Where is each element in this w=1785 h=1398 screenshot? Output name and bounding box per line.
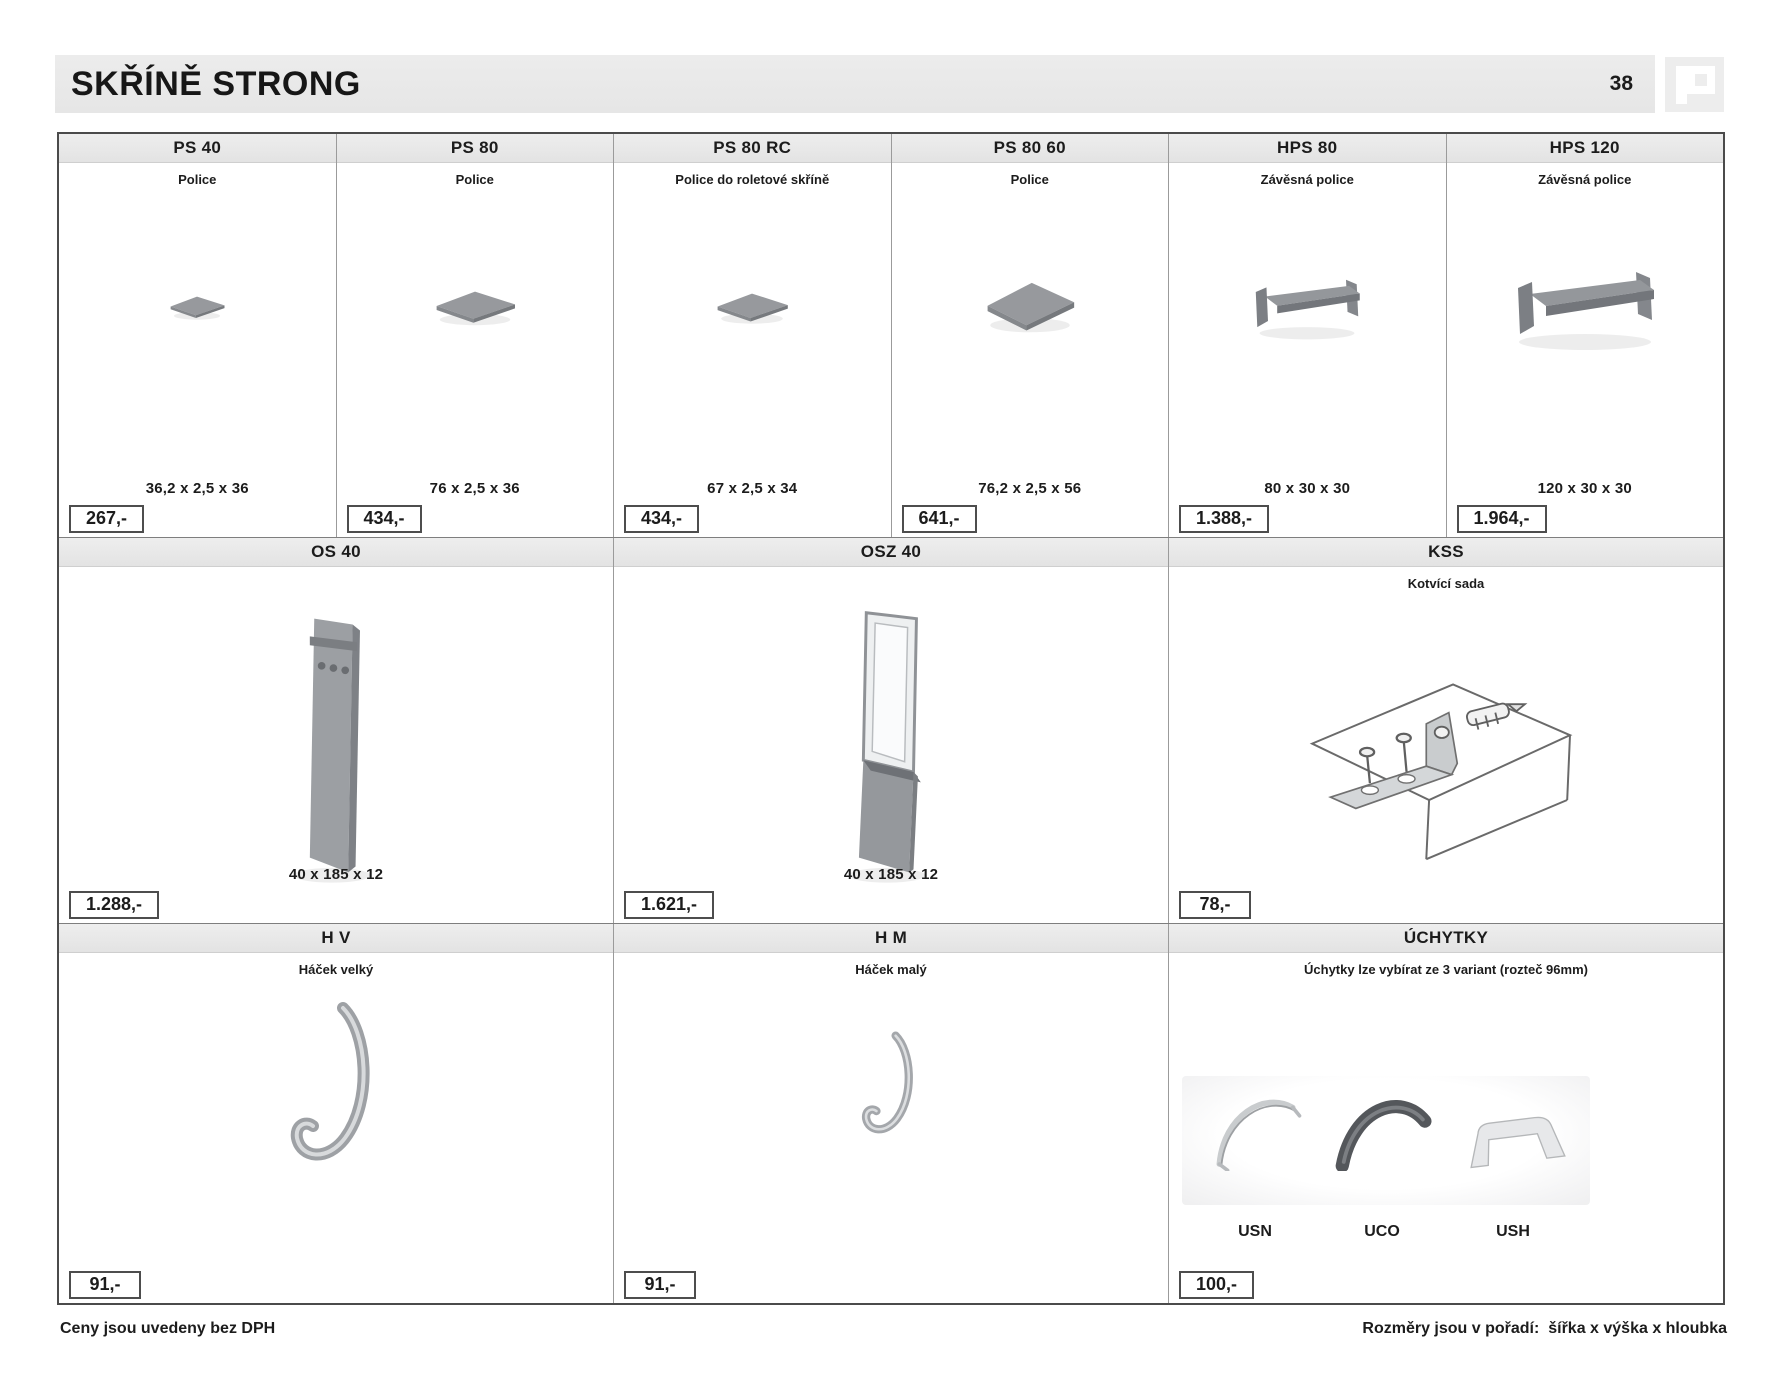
- handle-variant-ush: [1454, 1086, 1572, 1171]
- table-row-1: [59, 134, 1723, 537]
- product-subtitle: Závěsná police: [1538, 172, 1632, 187]
- price-box: [1179, 1271, 1254, 1299]
- product-code: HPS 120: [1447, 134, 1724, 163]
- footer-note-dimensions: Rozměry jsou v pořadí: šířka x výška x hloubka: [1362, 1320, 1727, 1337]
- product-cell-hps-120: [1446, 134, 1724, 537]
- product-dimensions: 40 x 185 x 12: [843, 866, 939, 883]
- product-cell-uchytky: [1168, 924, 1723, 1303]
- product-subtitle: Háček malý: [855, 962, 927, 977]
- price-value: 641,-: [918, 508, 960, 528]
- product-code: PS 40: [59, 134, 336, 163]
- price-value: 434,-: [363, 508, 405, 528]
- product-code: OSZ 40: [614, 538, 1168, 567]
- product-cell-ps-80-rc: [613, 134, 891, 537]
- product-code: HPS 80: [1169, 134, 1446, 163]
- deep-shelf-icon: [977, 274, 1083, 341]
- product-table: [57, 132, 1725, 1305]
- product-subtitle: Kotvící sada: [1407, 576, 1485, 591]
- product-photo: [1169, 592, 1723, 923]
- flat-shelf-icon: [164, 290, 230, 325]
- product-code: H V: [59, 924, 613, 953]
- price-value: 1.288,-: [86, 894, 143, 914]
- price-value: 267,-: [86, 508, 128, 528]
- price-box: [69, 891, 159, 919]
- handle-ush-icon: [1454, 1086, 1572, 1171]
- flat-shelf-icon: [427, 282, 523, 333]
- product-photo: [614, 978, 1168, 1303]
- price-box: [1457, 505, 1547, 533]
- price-box: [624, 891, 714, 919]
- anchor-set-icon: [1291, 645, 1601, 870]
- price-box: [902, 505, 977, 533]
- product-dimensions: 40 x 185 x 12: [288, 866, 384, 883]
- handle-usn-icon: [1200, 1086, 1310, 1171]
- flat-shelf-icon: [709, 285, 795, 331]
- wall-panel-mirror-icon: [825, 598, 958, 893]
- handle-variants-group: [1182, 1076, 1590, 1205]
- hook-large-icon: [281, 996, 391, 1176]
- price-value: 1.621,-: [641, 894, 698, 914]
- page-title: SKŘÍNĚ STRONG: [71, 64, 361, 103]
- brand-logo-icon: [1665, 57, 1724, 112]
- product-code: H M: [614, 924, 1168, 953]
- product-cell-ps-80: [336, 134, 614, 537]
- product-photo: [1169, 978, 1723, 1303]
- product-photo: [59, 978, 613, 1303]
- price-box: [69, 1271, 141, 1299]
- price-box: [624, 1271, 696, 1299]
- product-dimensions: 36,2 x 2,5 x 36: [145, 480, 249, 497]
- handle-variant-usn: [1200, 1086, 1310, 1171]
- product-subtitle: Úchytky lze vybírat ze 3 variant (rozteč 96mm): [1304, 962, 1588, 977]
- product-cell-h-m: [613, 924, 1168, 1303]
- page-number: 38: [1609, 72, 1633, 95]
- handle-label-usn: USN: [1238, 1223, 1272, 1240]
- price-value: 1.388,-: [1196, 508, 1253, 528]
- handle-labels-row: [1109, 1207, 1663, 1241]
- handle-label-ush: USH: [1496, 1223, 1530, 1240]
- product-code: PS 80 RC: [614, 134, 891, 163]
- handle-uco-icon: [1324, 1086, 1440, 1171]
- price-box: [1179, 891, 1251, 919]
- price-value: 78,-: [1199, 894, 1231, 914]
- product-dimensions: 76 x 2,5 x 36: [429, 480, 520, 497]
- price-box: [69, 505, 144, 533]
- footer-note-prices: Ceny jsou uvedeny bez DPH: [60, 1320, 276, 1337]
- product-dimensions: 67 x 2,5 x 34: [707, 480, 798, 497]
- product-subtitle: Háček velký: [298, 962, 374, 977]
- product-code: PS 80: [337, 134, 614, 163]
- price-value: 1.964,-: [1473, 508, 1530, 528]
- product-subtitle: Police: [1010, 172, 1049, 187]
- product-subtitle: Police: [455, 172, 494, 187]
- wall-panel-icon: [270, 598, 403, 893]
- price-box: [624, 505, 699, 533]
- price-value: 91,-: [89, 1274, 121, 1294]
- product-dimensions: 80 x 30 x 30: [1264, 480, 1351, 497]
- price-value: 91,-: [644, 1274, 676, 1294]
- product-cell-os-40: [59, 538, 613, 923]
- product-subtitle: Závěsná police: [1260, 172, 1354, 187]
- price-value: 100,-: [1196, 1274, 1238, 1294]
- logo-ring-shape: [1687, 66, 1715, 94]
- price-value: 434,-: [641, 508, 683, 528]
- handle-label-uco: UCO: [1364, 1223, 1400, 1240]
- product-cell-kss: [1168, 538, 1723, 923]
- product-code: KSS: [1169, 538, 1723, 567]
- handle-variant-uco: [1324, 1086, 1440, 1171]
- hanging-shelf-icon: [1242, 269, 1372, 345]
- product-cell-h-v: [59, 924, 613, 1303]
- logo-bar-shape: [1676, 66, 1687, 104]
- table-row-3: [59, 923, 1723, 1303]
- product-code: PS 80 60: [892, 134, 1169, 163]
- product-subtitle: Police: [178, 172, 217, 187]
- hook-small-icon: [856, 1028, 926, 1143]
- product-code: ÚCHYTKY: [1169, 924, 1723, 953]
- product-dimensions: 120 x 30 x 30: [1537, 480, 1632, 497]
- product-subtitle: Police do roletové skříně: [675, 172, 830, 187]
- table-row-2: [59, 537, 1723, 923]
- product-cell-osz-40: [613, 538, 1168, 923]
- product-cell-ps-40: [59, 134, 336, 537]
- product-cell-ps-80-60: [891, 134, 1169, 537]
- price-box: [1179, 505, 1269, 533]
- hanging-shelf-icon: [1500, 258, 1670, 358]
- page-header-bar: [55, 55, 1655, 113]
- product-cell-hps-80: [1168, 134, 1446, 537]
- price-box: [347, 505, 422, 533]
- product-code: OS 40: [59, 538, 613, 567]
- product-dimensions: 76,2 x 2,5 x 56: [978, 480, 1082, 497]
